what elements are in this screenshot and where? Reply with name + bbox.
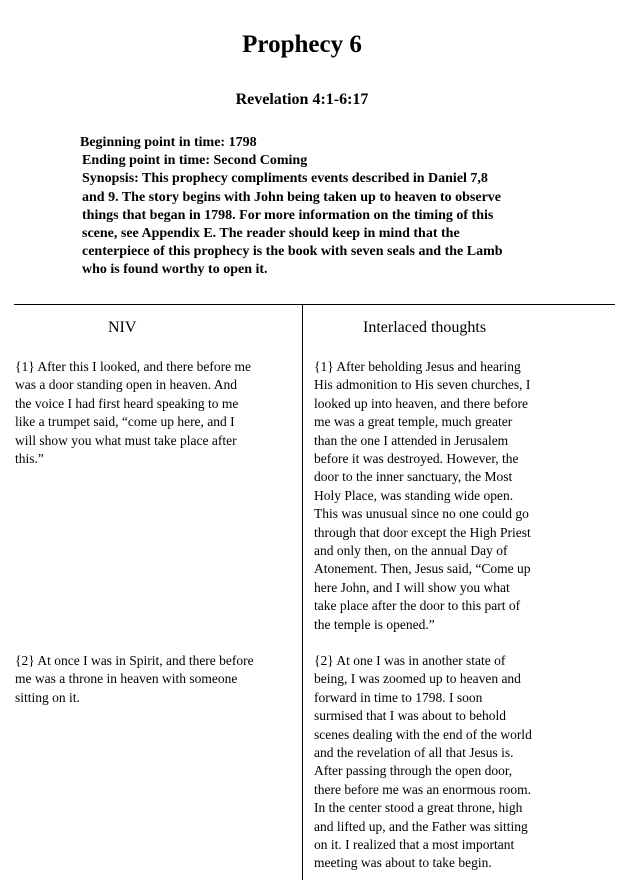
thought-line: looked up into heaven, and there before xyxy=(314,395,529,411)
thought-line: His admonition to His seven churches, I xyxy=(314,377,531,393)
thought-line: and the revelation of all that Jesus is. xyxy=(314,745,514,761)
thought-line: take place after the door to this part of xyxy=(314,598,521,614)
table-top-rule xyxy=(14,304,615,305)
verse-line: {1} After this I looked, and there before me xyxy=(15,359,252,374)
thought-line: than the one I attended in Jerusalem xyxy=(314,432,509,448)
niv-verse-2 xyxy=(15,652,298,707)
synopsis-line: Synopsis: This prophecy compliments events described in Daniel 7,8 xyxy=(82,171,488,187)
verse-line: sitting on it. xyxy=(15,689,80,705)
thought-line: {2} At one I was in another state of xyxy=(314,653,506,668)
verse-line: this.” xyxy=(15,451,44,467)
niv-column-header: NIV xyxy=(108,319,137,336)
page-title: Prophecy 6 xyxy=(242,31,362,58)
thought-line: scenes dealing with the end of the world xyxy=(314,726,532,742)
verse-line: me was a throne in heaven with someone xyxy=(15,671,238,687)
thought-line: the temple is opened.” xyxy=(314,616,435,632)
thought-line: here John, and I will show you what xyxy=(314,579,510,595)
verse-line: {2} At once I was in Spirit, and there before xyxy=(15,653,254,668)
verse-line: will show you what must take place after xyxy=(15,432,237,448)
thought-line: and lifted up, and the Father was sitting xyxy=(314,818,528,834)
thought-line: on it. I realized that a most important xyxy=(314,837,515,853)
scripture-reference: Revelation 4:1-6:17 xyxy=(235,91,369,108)
interlaced-thoughts-column-header: Interlaced thoughts xyxy=(363,319,487,336)
prophecy-summary xyxy=(80,134,560,280)
synopsis xyxy=(80,170,560,279)
interlaced-thought-1 xyxy=(314,358,614,634)
verse-line: like a trumpet said, “come up here, and I xyxy=(15,414,235,430)
thought-line: After passing through the open door, xyxy=(314,763,513,779)
thought-line: forward in time to 1798. I soon xyxy=(314,689,483,705)
interlaced-thought-2 xyxy=(314,652,614,873)
thought-line: and only then, on the annual Day of xyxy=(314,543,508,559)
thought-line: before it was destroyed. However, the xyxy=(314,451,519,467)
synopsis-line: centerpiece of this prophecy is the book with seven seals and the Lamb xyxy=(82,244,503,260)
synopsis-line: who is found worthy to open it. xyxy=(82,262,268,278)
thought-line: surmised that I was about to behold xyxy=(314,708,506,724)
ending-point: Ending point in time: Second Coming xyxy=(82,153,308,169)
synopsis-line: scene, see Appendix E. The reader should keep in mind that the xyxy=(82,226,460,242)
verse-line: the voice I had first heard speaking to me xyxy=(15,395,239,411)
thought-line: Holy Place, was standing wide open. xyxy=(314,487,514,503)
thought-line: me was a great temple, much greater xyxy=(314,414,513,430)
niv-verse-1 xyxy=(15,358,298,468)
thought-line: This was unusual since no one could go xyxy=(314,506,529,522)
thought-line: In the center stood a great throne, high xyxy=(314,800,523,816)
verse-line: was a door standing open in heaven. And xyxy=(15,377,237,393)
thought-line: through that door except the High Priest xyxy=(314,524,531,540)
column-divider xyxy=(302,304,303,880)
thought-line: being, I was zoomed up to heaven and xyxy=(314,671,521,687)
beginning-point: Beginning point in time: 1798 xyxy=(80,135,257,150)
thought-line: Atonement. Then, Jesus said, “Come up xyxy=(314,561,531,577)
thought-line: {1} After beholding Jesus and hearing xyxy=(314,359,521,374)
thought-line: door to the inner sanctuary, the Most xyxy=(314,469,513,485)
synopsis-line: things that began in 1798. For more information on the timing of this xyxy=(82,207,494,223)
synopsis-line: and 9. The story begins with John being taken up to heaven to observe xyxy=(82,189,502,205)
thought-line: there before me was an enormous room. xyxy=(314,781,532,797)
thought-line: meeting was about to take begin. xyxy=(314,855,492,871)
